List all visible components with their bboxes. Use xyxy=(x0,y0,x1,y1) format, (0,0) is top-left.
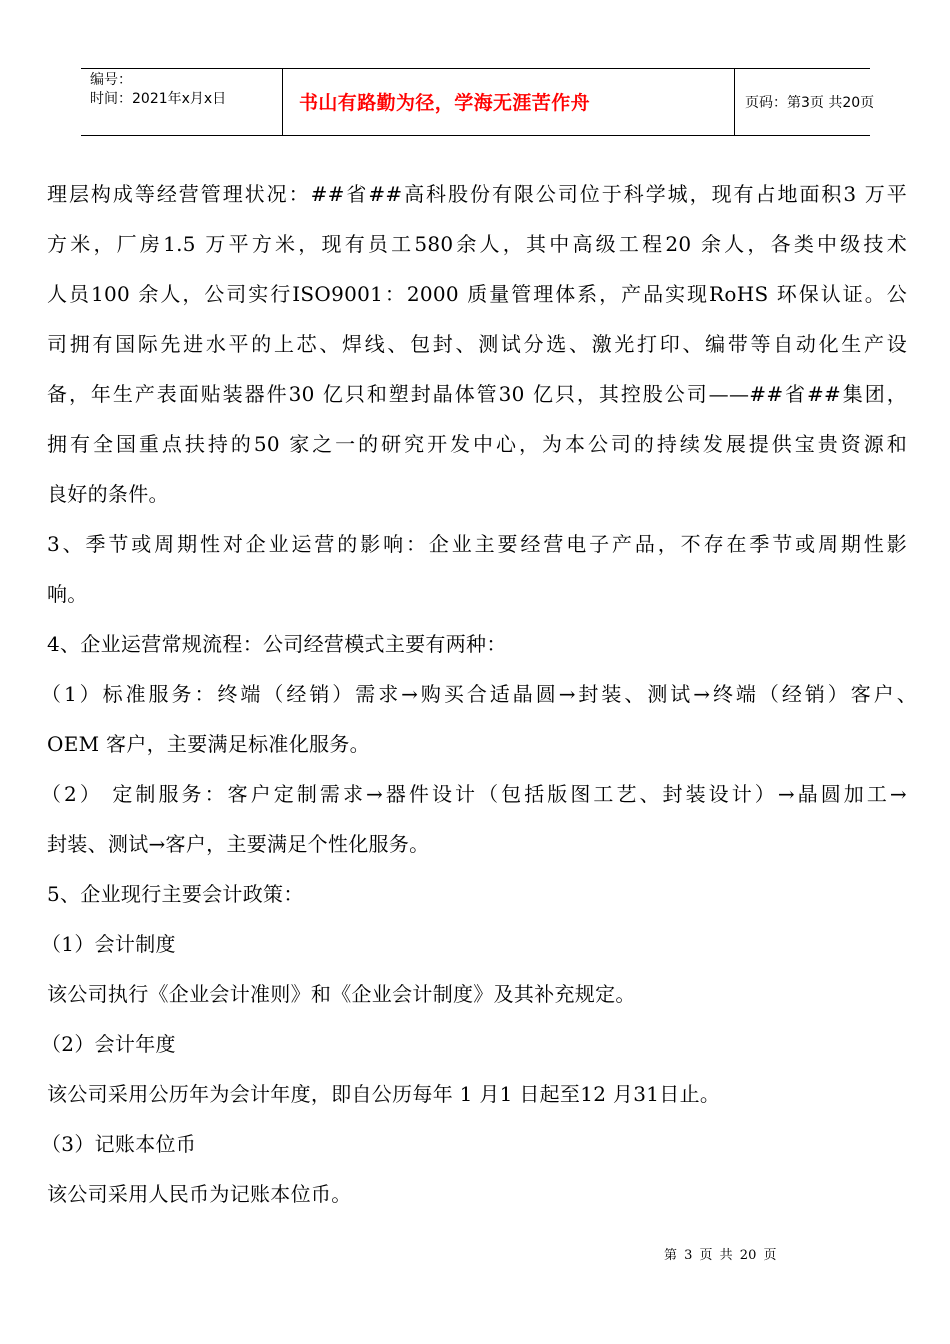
subsection-heading: （3）记账本位币 xyxy=(41,1132,197,1156)
doc-number-label: 编号： xyxy=(90,72,132,88)
body-line: 响。 xyxy=(47,582,88,606)
body-line: 方米，厂房1.5 万平方米，现有员工580余人，其中高级工程20 余人，各类中级技术 xyxy=(47,232,907,256)
header-page-number: 页码：第3页 共20页 xyxy=(745,95,875,111)
body-line: 人员100 余人，公司实行ISO9001：2000 质量管理体系，产品实现RoHS 环保认证。公 xyxy=(47,282,907,306)
body-line: 良好的条件。 xyxy=(47,482,169,506)
body-line: 该公司执行《企业会计准则》和《企业会计制度》及其补充规定。 xyxy=(47,982,636,1006)
page-header xyxy=(81,68,875,136)
page-footer: 第 3 页 共 20 页 xyxy=(664,1248,777,1263)
body-line: 理层构成等经营管理状况：##省##高科股份有限公司位于科学城，现有占地面积3 万平 xyxy=(47,182,907,206)
section-heading: 3、季节或周期性对企业运营的影响：企业主要经营电子产品，不存在季节或周期性影 xyxy=(47,532,907,556)
motto-text: 书山有路勤为径，学海无涯苦作舟 xyxy=(299,92,591,114)
section-heading: 4、企业运营常规流程：公司经营模式主要有两种： xyxy=(47,632,507,656)
header-left-cell xyxy=(81,69,282,135)
body-line: 该公司采用公历年为会计年度，即自公历每年 1 月1 日起至12 月31日止。 xyxy=(47,1082,721,1106)
body-line: OEM 客户，主要满足标准化服务。 xyxy=(47,732,370,756)
header-page-cell xyxy=(735,69,875,135)
body-line: 司拥有国际先进水平的上芯、焊线、包封、测试分选、激光打印、编带等自动化生产设 xyxy=(47,332,907,356)
header-motto-cell xyxy=(282,69,735,135)
body-line: （2） 定制服务：客户定制需求→器件设计（包括版图工艺、封装设计）→晶圆加工→ xyxy=(41,782,907,806)
subsection-heading: （1）会计制度 xyxy=(41,932,176,956)
body-line: 拥有全国重点扶持的50 家之一的研究开发中心，为本公司的持续发展提供宝贵资源和 xyxy=(47,432,907,456)
body-line: 备，年生产表面贴装器件30 亿只和塑封晶体管30 亿只，其控股公司——##省##集团， xyxy=(47,382,907,406)
body-line: 封装、测试→客户，主要满足个性化服务。 xyxy=(47,832,430,856)
section-heading: 5、企业现行主要会计政策： xyxy=(47,882,304,906)
body-line: 该公司采用人民币为记账本位币。 xyxy=(47,1182,352,1206)
subsection-heading: （2）会计年度 xyxy=(41,1032,176,1056)
date-label: 时间：2021年x月x日 xyxy=(90,91,227,107)
body-line: （1）标准服务：终端（经销）需求→购买合适晶圆→封装、测试→终端（经销）客户、 xyxy=(41,682,917,706)
